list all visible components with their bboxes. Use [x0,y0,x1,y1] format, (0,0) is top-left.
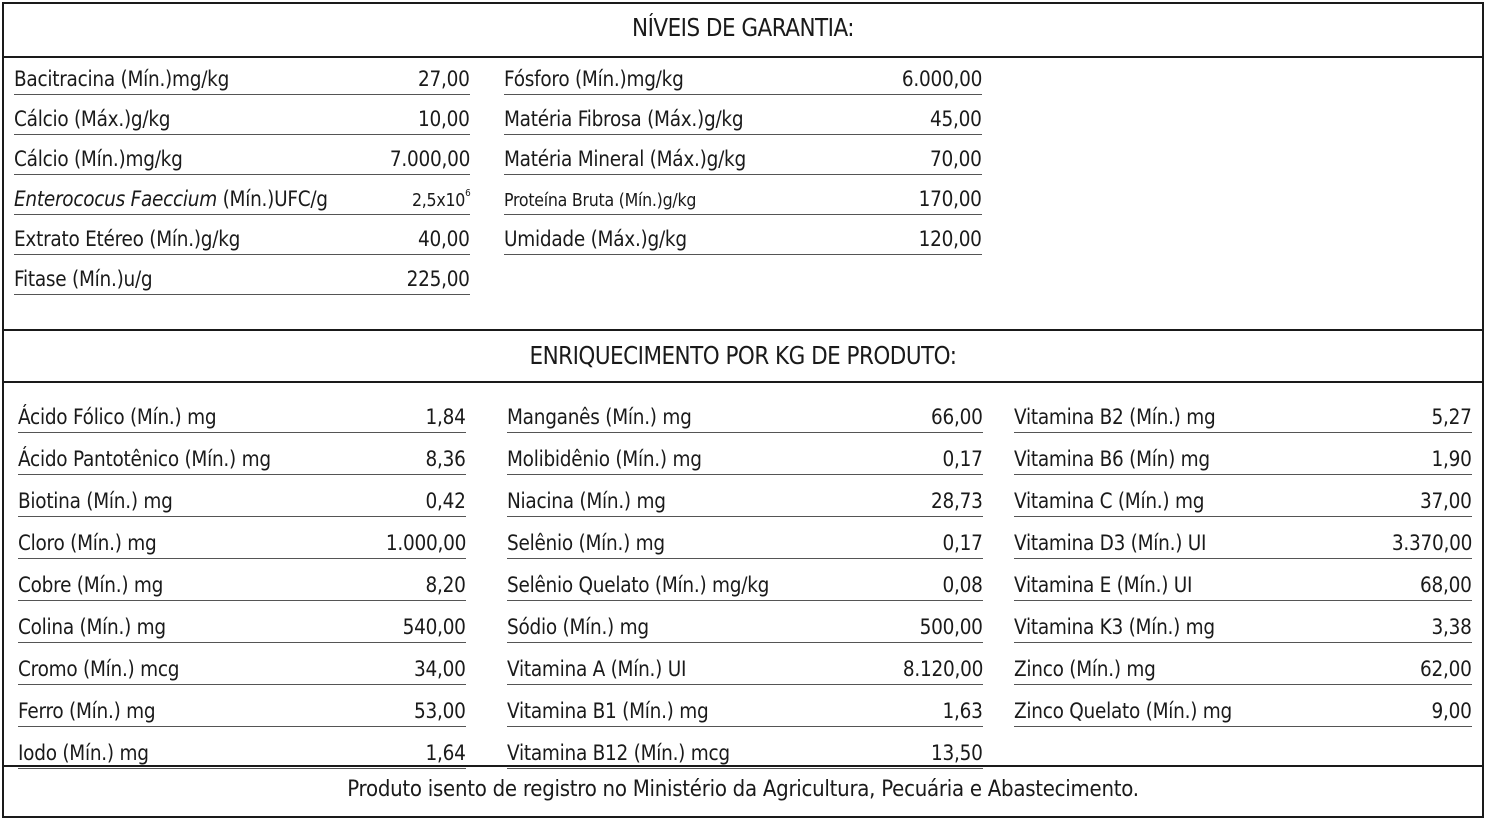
nutrient-row [507,726,983,769]
nutrient-label: Fitase (Mín.)u/g [14,267,153,291]
nutrient-label: Vitamina B12 (Mín.) mcg [507,741,730,765]
nutrient-value: 37,00 [1420,489,1472,513]
nutrient-row [14,134,470,175]
nutrient-value: 8,36 [425,447,466,471]
nutrient-row [507,600,983,643]
nutrient-row [18,432,466,475]
nutrient-label: Cálcio (Máx.)g/kg [14,107,171,131]
nutrient-label: Cloro (Mín.) mg [18,531,157,555]
nutrient-value: 9,00 [1431,699,1472,723]
divider [4,381,1482,383]
nutrient-label: Bacitracina (Mín.)mg/kg [14,67,230,91]
nutrient-row [504,174,982,215]
nutrient-label: Vitamina C (Mín.) mg [1014,489,1205,513]
nutrient-value: 70,00 [930,147,982,171]
nutrient-label: Vitamina B6 (Mín) mg [1014,447,1210,471]
nutrient-row [1014,516,1472,559]
nutrient-value: 13,50 [931,741,983,765]
nutrient-label: Fósforo (Mín.)mg/kg [504,67,684,91]
nutrient-label: Manganês (Mín.) mg [507,405,692,429]
nutrient-value-exponent: 6 [464,188,470,199]
nutrient-label: Vitamina K3 (Mín.) mg [1014,615,1215,639]
enriquecimento-title: ENRIQUECIMENTO POR KG DE PRODUTO: [529,341,957,370]
nutrient-row [18,390,466,433]
nutrient-value: 500,00 [919,615,983,639]
nutrient-row [18,558,466,601]
nutrient-row [507,684,983,727]
nutrition-label [2,2,1484,818]
nutrient-label: Zinco (Mín.) mg [1014,657,1156,681]
nutrient-row [18,642,466,685]
nutrient-value: 8.120,00 [902,657,983,681]
nutrient-row [504,54,982,95]
nutrient-value: $2,5x10^6$ [411,188,470,211]
nutrient-row [18,684,466,727]
nutrient-row [14,174,470,215]
nutrient-row [14,214,470,255]
nutrient-label: Niacina (Mín.) mg [507,489,666,513]
nutrient-row [14,54,470,95]
nutrient-label: Cromo (Mín.) mcg [18,657,180,681]
nutrient-row [18,600,466,643]
nutrient-value: 27,00 [418,67,470,91]
nutrient-value: 1,84 [425,405,466,429]
nutrient-row [1014,684,1472,727]
nutrient-value: 53,00 [414,699,466,723]
nutrient-row [507,474,983,517]
nutrient-label: Sódio (Mín.) mg [507,615,649,639]
nutrient-label: Matéria Fibrosa (Máx.)g/kg [504,107,744,131]
nutrient-label: Zinco Quelato (Mín.) mg [1014,699,1232,723]
nutrient-row [507,558,983,601]
nutrient-value: 68,00 [1420,573,1472,597]
nutrient-value: 0,17 [942,531,983,555]
nutrient-label-rest: (Mín.)UFC/g [216,187,328,211]
nutrient-value: 10,00 [418,107,470,131]
nutrient-row [1014,390,1472,433]
nutrient-row [18,474,466,517]
nutrient-label: Proteína Bruta (Mín.)g/kg [504,190,697,211]
nutrient-value: 1,64 [425,741,466,765]
nutrient-label: Selênio Quelato (Mín.) mg/kg [507,573,770,597]
nutrient-value: 8,20 [425,573,466,597]
nutrient-row [18,516,466,559]
nutrient-label: Colina (Mín.) mg [18,615,166,639]
nutrient-row [504,94,982,135]
nutrient-label [14,187,328,211]
nutrient-label: Iodo (Mín.) mg [18,741,149,765]
divider [4,329,1482,331]
nutrient-value: 7.000,00 [389,147,470,171]
nutrient-value: 1,90 [1431,447,1472,471]
nutrient-value: 0,42 [425,489,466,513]
nutrient-value: 0,17 [942,447,983,471]
nutrient-value: 6.000,00 [901,67,982,91]
nutrient-row [504,134,982,175]
nutrient-label: Extrato Etéreo (Mín.)g/kg [14,227,241,251]
nutrient-value: 45,00 [930,107,982,131]
nutrient-label-italic: Enterococus Faeccium [14,187,217,211]
nutrient-value: 225,00 [406,267,470,291]
nutrient-value: 0,08 [942,573,983,597]
nutrient-label: Molibidênio (Mín.) mg [507,447,702,471]
nutrient-value: 3.370,00 [1391,531,1472,555]
nutrient-label: Vitamina B1 (Mín.) mg [507,699,709,723]
footer-note: Produto isento de registro no Ministério da Agricultura, Pecuária e Abastecimento. [347,777,1139,802]
nutrient-label: Cobre (Mín.) mg [18,573,164,597]
nutrient-label: Vitamina D3 (Mín.) UI [1014,531,1207,555]
nutrient-row [507,390,983,433]
nutrient-label: Ácido Pantotênico (Mín.) mg [18,447,271,471]
nutrient-value: 1.000,00 [385,531,466,555]
nutrient-row [507,642,983,685]
nutrient-label: Selênio (Mín.) mg [507,531,665,555]
nutrient-label: Vitamina E (Mín.) UI [1014,573,1193,597]
nutrient-row [507,432,983,475]
nutrient-label: Ácido Fólico (Mín.) mg [18,405,217,429]
nutrient-row [1014,432,1472,475]
nutrient-row [1014,600,1472,643]
nutrient-label: Vitamina A (Mín.) UI [507,657,687,681]
nutrient-value: 62,00 [1420,657,1472,681]
nutrient-row [504,214,982,255]
nutrient-value: 3,38 [1431,615,1472,639]
nutrient-row [1014,474,1472,517]
nutrient-value: 66,00 [931,405,983,429]
nutrient-value: 34,00 [414,657,466,681]
nutrient-value: 5,27 [1431,405,1472,429]
nutrient-row [18,726,466,769]
nutrient-value: 40,00 [418,227,470,251]
nutrient-label: Cálcio (Mín.)mg/kg [14,147,183,171]
nutrient-row [1014,558,1472,601]
nutrient-value: 540,00 [402,615,466,639]
nutrient-row [507,516,983,559]
nutrient-value: 1,63 [942,699,983,723]
nutrient-row [14,94,470,135]
nutrient-label: Biotina (Mín.) mg [18,489,173,513]
nutrient-row [14,254,470,295]
nutrient-value: 28,73 [931,489,983,513]
nutrient-label: Matéria Mineral (Máx.)g/kg [504,147,746,171]
nutrient-value: 120,00 [918,227,982,251]
garantia-title: NÍVEIS DE GARANTIA: [632,13,854,42]
nutrient-label: Vitamina B2 (Mín.) mg [1014,405,1216,429]
nutrient-label: Ferro (Mín.) mg [18,699,156,723]
nutrient-value: 170,00 [918,187,982,211]
nutrient-row [1014,642,1472,685]
divider [4,765,1482,767]
nutrient-label: Umidade (Máx.)g/kg [504,227,687,251]
